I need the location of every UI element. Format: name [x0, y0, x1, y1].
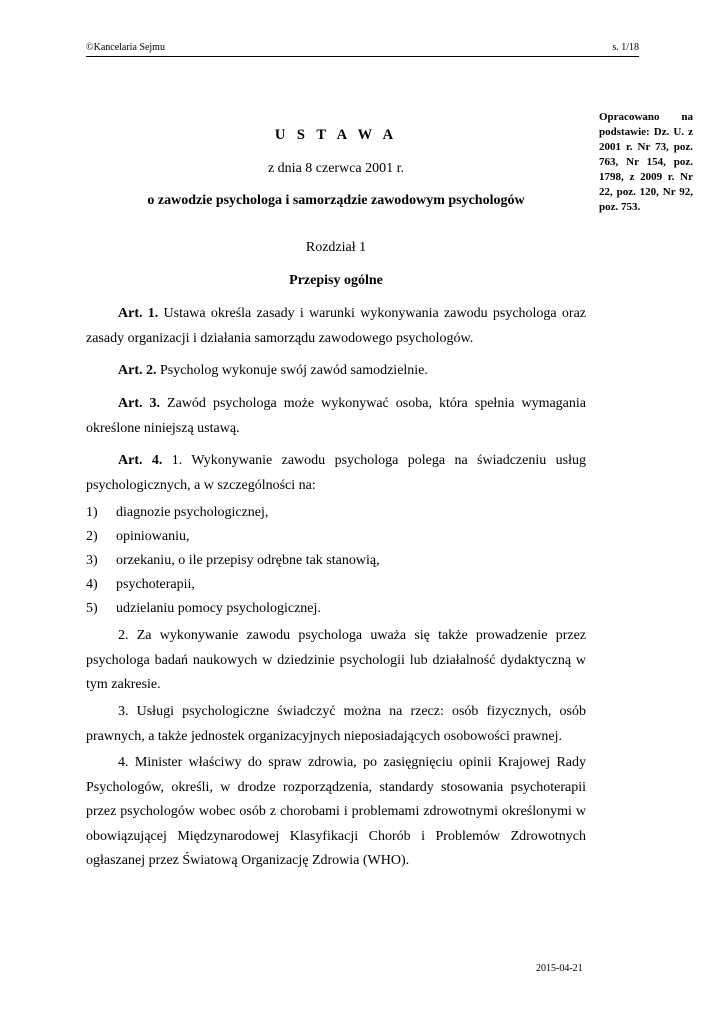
article-label: Art. 3. [118, 396, 161, 411]
article-text: Psycholog wykonuje swój zawód samodzielnie. [156, 363, 428, 378]
header-publisher: ©Kancelaria Sejmu [86, 42, 165, 53]
source-margin-note: Opracowano na podstawie: Dz. U. z 2001 r. Nr 73, poz. 763, Nr 154, poz. 1798, z 2009 r. Nr 22, poz. 120, Nr 92, poz. 753. [599, 111, 693, 213]
page-number: s. 1/18 [612, 42, 639, 53]
article-1 [86, 302, 586, 351]
list-item: 3) orzekaniu, o ile przepisy odrębne tak stanowią, [86, 553, 380, 568]
footer-date: 2015-04-21 [536, 963, 583, 974]
article-2 [86, 359, 586, 384]
article-text: Ustawa określa zasady i warunki wykonywania zawodu psychologa oraz zasady organizacji i działania samorządu zawodowego psychologów. [86, 306, 586, 346]
chapter-title: Przepisy ogólne [289, 273, 383, 288]
act-subject: o zawodzie psychologa i samorządzie zawodowym psychologów [147, 193, 525, 208]
chapter-number: Rozdział 1 [305, 240, 367, 255]
article-4 [86, 449, 586, 498]
article-3 [86, 392, 586, 441]
page-header [86, 40, 639, 57]
article-4-paragraph-3: 3. Usługi psychologiczne świadczyć można na rzecz: osób fizycznych, osób prawnych, a także jednostek organizacyjnych nieposiadających osobowości prawnej. [86, 704, 586, 744]
list-item: 5) udzielaniu pomocy psychologicznej. [86, 601, 321, 616]
article-4-paragraph-2: 2. Za wykonywanie zawodu psychologa uważa się także prowadzenie przez psychologa badań naukowych w dziedzinie psychologii lub działalność dydaktyczną w tym zakresie. [86, 628, 586, 692]
article-label: Art. 2. [118, 363, 157, 378]
article-label: Art. 1. [118, 306, 159, 321]
article-label: Art. 4. [118, 453, 163, 468]
article-text: 1. Wykonywanie zawodu psychologa polega na świadczeniu usług psychologicznych, a w szczególności na: [86, 453, 586, 493]
list-item: 4) psychoterapii, [86, 577, 195, 592]
list-item: 1) diagnozie psychologicznej, [86, 505, 269, 520]
act-date: z dnia 8 czerwca 2001 r. [267, 161, 405, 176]
act-title: U S T A W A [274, 127, 398, 143]
list-item: 2) opiniowaniu, [86, 529, 190, 544]
article-text: Zawód psychologa może wykonywać osoba, która spełnia wymagania określone niniejszą ustawą. [86, 396, 586, 436]
article-4-paragraph-4: 4. Minister właściwy do spraw zdrowia, po zasięgnięciu opinii Krajowej Rady Psychologów, określi, w drodze rozporządzenia, standardy stosowania psychoterapii przez psychologów wobec osób z chorobami i problemami zdrowotnymi określonymi w obowiązującej Międzynarodowej Klasyfikacji Chorób i Problemów Zdrowotnych ogłaszanej przez Światową Organizację Zdrowia (WHO). [86, 755, 586, 868]
